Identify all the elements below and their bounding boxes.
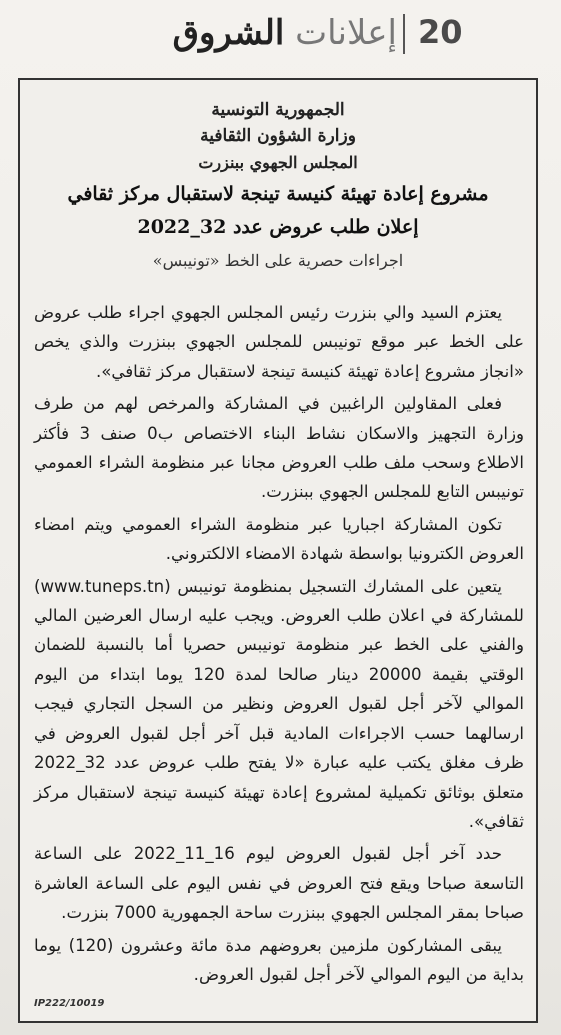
tender-advertisement: [18, 78, 538, 1023]
procedure-line: اجراءات حصرية على الخط «تونيبس»: [152, 251, 404, 270]
tender-notice-title: إعلان طلب عروض عدد 32_2022: [137, 216, 419, 238]
section-title: [12, 8, 397, 58]
paragraph-deadline: حدد آخر أجل لقبول العروض ليوم 16_11_2022 على الساعة التاسعة صباحا ويقع فتح العروض في نفس اليوم على الساعة العاشرة صباحا بمقر المجلس الجهوي ببنزرت ساحة الجمهورية 7000 بنزرت.: [34, 844, 524, 923]
ad-body: [34, 298, 524, 992]
ad-reference-code: IP222/10019: [34, 998, 105, 1009]
paragraph-intro: يعتزم السيد والي بنزرت رئيس المجلس الجهوي اجراء طلب عروض على الخط عبر موقع تونيبس للمجلس الجهوي ببنزرت والذي يخص «انجاز مشروع إعادة تهيئة كنيسة تينجة لاستقبال مركز ثقافي».: [34, 303, 524, 381]
header-divider: [403, 14, 405, 54]
paragraph-registration: يتعين على المشارك التسجيل بمنظومة تونيبس (www.tuneps.tn) للمشاركة في اعلان طلب العروض. ويجب عليه ارسال العرضين المالي والفني على الخط عبر منظومة تونيبس حصريا أما بالنسبة للضمان الوقتي بقيمة 20000 دينار صالحا لمدة 120 يوما ابتداء من اليوم الموالي لآخر أجل لقبول العروض ونظير من السجل التجاري فيجب ارسالهما حسب الاجراءات المادية قبل آخر أجل لقبول العروض في ظرف مغلق يكتب عليه عبارة «لا يفتح طلب عروض عدد 32_2022 متعلق بوثائق تكميلية لمشروع إعادة تهيئة كنيسة تينجة لاستقبال مركز ثقافي».: [34, 576, 524, 831]
section-title-ads: إعلانات: [295, 13, 397, 53]
republic-line: الجمهورية التونسية: [211, 100, 345, 120]
page-number: 20: [418, 13, 463, 51]
project-title: مشروع إعادة تهيئة كنيسة تينجة لاستقبال مركز ثقافي: [67, 183, 489, 205]
paragraph-validity: يبقى المشاركون ملزمين بعروضهم مدة مائة وعشرون (120) يوما بداية من اليوم الموالي لآخر أجل لقبول العروض.: [34, 935, 524, 984]
section-title-brand: الشروق: [172, 13, 285, 53]
page-header: [0, 0, 561, 72]
council-line: المجلس الجهوي ببنزرت: [198, 153, 358, 172]
paragraph-participation: تكون المشاركة اجباريا عبر منظومة الشراء العمومي ويتم امضاء العروض الكترونيا بواسطة شهادة الامضاء الالكتروني.: [34, 514, 524, 564]
paragraph-eligibility: فعلى المقاولين الراغبين في المشاركة والمرخص لهم من طرف وزارة التجهيز والاسكان نشاط البناء الاختصاص ب0 صنف 3 فأكثر الاطلاع وسحب ملف طلب العروض مجانا عبر منظومة الشراء العمومي تونيبس التابع للمجلس الجهوي ببنزرت.: [34, 394, 525, 502]
ministry-line: وزارة الشؤون الثقافية: [200, 126, 356, 146]
